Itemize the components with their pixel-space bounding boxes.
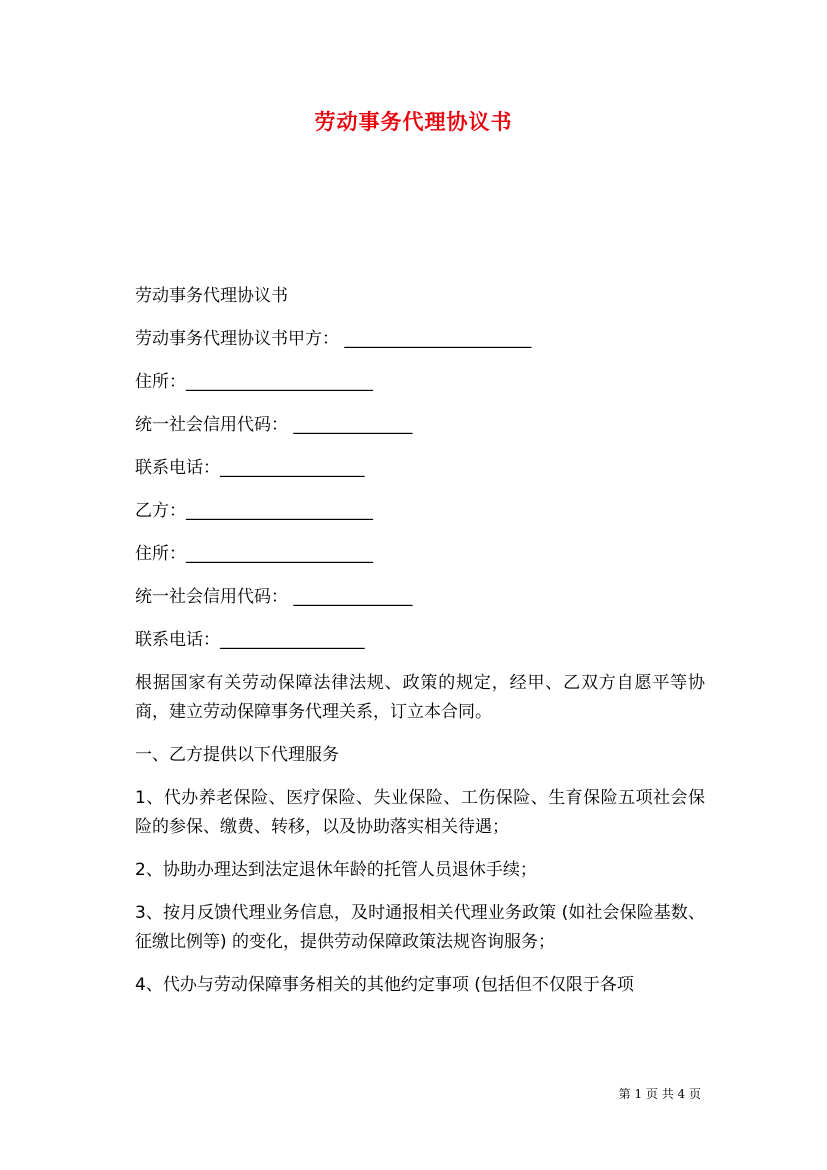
service-item-1: 1、代办养老保险、医疗保险、失业保险、工伤保险、生育保险五项社会保险的参保、缴费、转移，以及协助落实相关待遇； — [135, 788, 705, 837]
service-item-2: 2、协助办理达到法定退休年龄的托管人员退休手续； — [135, 860, 537, 880]
party-a-line: 劳动事务代理协议书甲方： ______________________ — [135, 329, 532, 349]
section-heading-services: 一、乙方提供以下代理服务 — [135, 745, 339, 765]
party-a-credit-code-line: 统一社会信用代码： ______________ — [135, 415, 413, 435]
document-title: 劳动事务代理协议书 — [314, 109, 513, 134]
body-heading: 劳动事务代理协议书 — [135, 286, 288, 306]
party-a-phone-line: 联系电话：_________________ — [135, 458, 365, 478]
party-b-line: 乙方：______________________ — [135, 501, 373, 521]
service-item-3: 3、按月反馈代理业务信息，及时通报相关代理业务政策 (如社会保险基数、征缴比例等) 的变化，提供劳动保障政策法规咨询服务； — [135, 903, 705, 952]
service-item-4: 4、代办与劳动保障事务相关的其他约定事项 (包括但不仅限于各项 — [135, 975, 634, 995]
party-b-address-line: 住所：______________________ — [135, 544, 373, 564]
document-body — [135, 282, 705, 1014]
party-b-phone-line: 联系电话：_________________ — [135, 630, 365, 650]
party-a-address-line: 住所：______________________ — [135, 372, 373, 392]
party-b-credit-code-line: 统一社会信用代码： ______________ — [135, 587, 413, 607]
preamble-paragraph: 根据国家有关劳动保障法律法规、政策的规定，经甲、乙双方自愿平等协商，建立劳动保障事务代理关系，订立本合同。 — [135, 673, 705, 722]
page-number: 第 1 页 共 4 页 — [618, 1087, 701, 1101]
